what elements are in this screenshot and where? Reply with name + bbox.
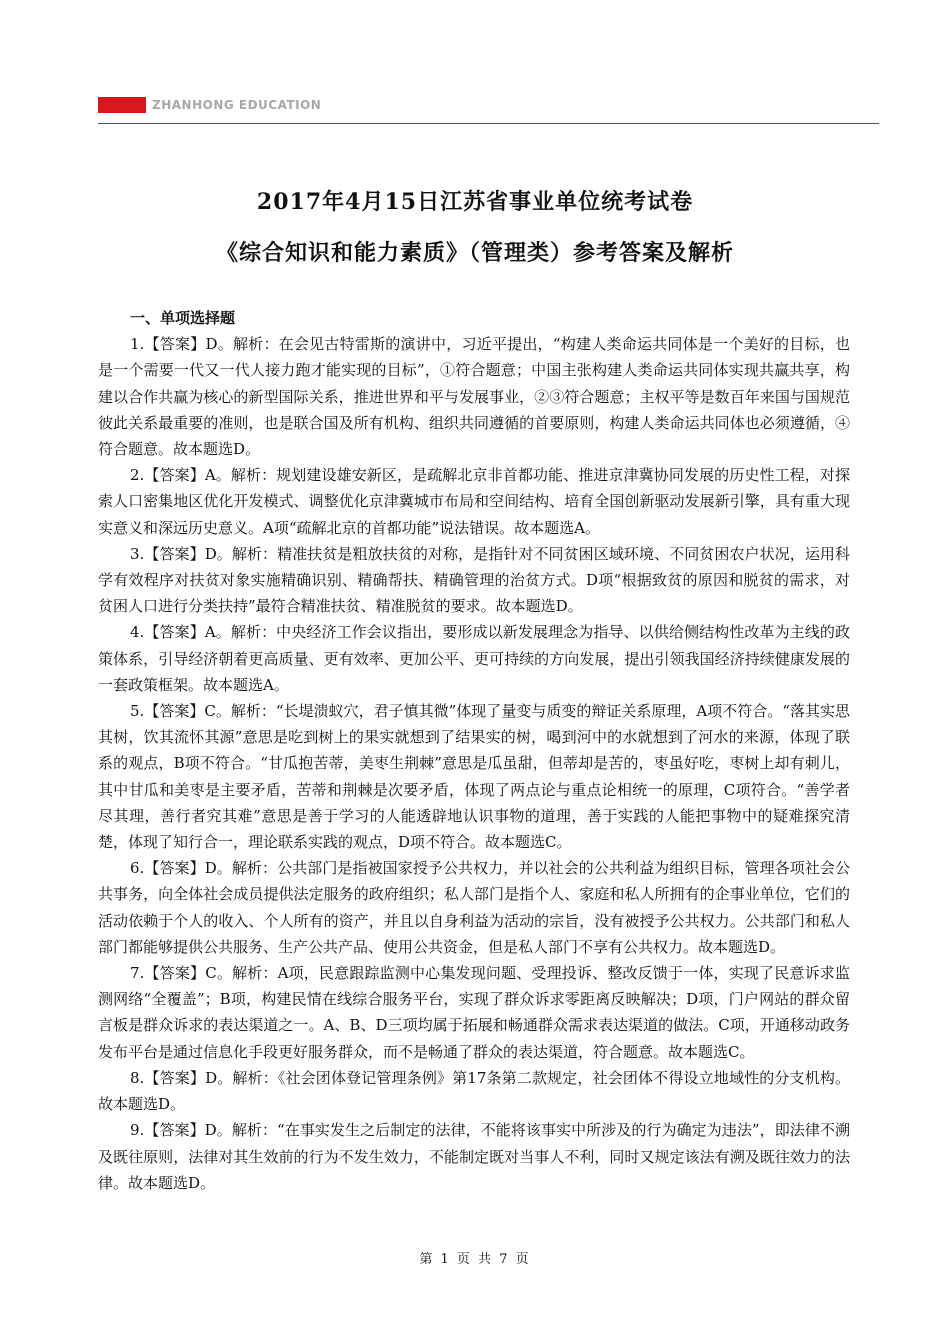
document-title-line2: 《综合知识和能力素质》（管理类）参考答案及解析 <box>215 240 734 266</box>
answer-item-7: 7.【答案】C。解析：A项，民意跟踪监测中心集发现问题、受理投诉、整改反馈于一体，实现了民意诉求监测网络“全覆盖”；B项，构建民情在线综合服务平台，实现了群众诉求零距离反映解决；D项，门户网站的群众留言板是群众诉求的表达渠道之一。A、B、D三项均属于拓展和畅通群众需求表达渠道的做法。C项，开通移动政务发布平台是通过信息化手段更好服务群众，而不是畅通了群众的表达渠道，符合题意。故本题选C。 <box>98 964 850 1061</box>
document-body <box>98 305 850 1196</box>
answer-item-8: 8.【答案】D。解析：《社会团体登记管理条例》第17条第二款规定，社会团体不得设立地域性的分支机构。故本题选D。 <box>98 1068 850 1114</box>
answer-item-4: 4.【答案】A。解析：中央经济工作会议指出，要形成以新发展理念为指导、以供给侧结构性改革为主线的政策体系，引导经济朝着更高质量、更有效率、更加公平、更可持续的方向发展，提出引领我国经济持续健康发展的一套政策框架。故本题选A。 <box>98 623 850 694</box>
page-number-footer: 第 1 页 共 7 页 <box>419 1252 531 1267</box>
document-title-line1: 2017年4月15日江苏省事业单位统考试卷 <box>256 189 694 215</box>
header-divider <box>98 123 879 124</box>
logo-red-block <box>98 97 146 113</box>
answer-item-1: 1.【答案】D。解析：在会见古特雷斯的演讲中，习近平提出，“构建人类命运共同体是一个美好的目标，也是一个需要一代又一代人接力跑才能实现的目标”，①符合题意；中国主张构建人类命运共同体实现共赢共享，构建以合作共赢为核心的新型国际关系，推进世界和平与发展事业，②③符合题意；主权平等是数百年来国与国规范彼此关系最重要的准则，也是联合国及所有机构、组织共同遵循的首要原则，构建人类命运共同体也必须遵循，④符合题意。故本题选D。 <box>98 335 850 459</box>
answer-item-2: 2.【答案】A。解析：规划建设雄安新区，是疏解北京非首都功能、推进京津冀协同发展的历史性工程，对探索人口密集地区优化开发模式、调整优化京津冀城市布局和空间结构、培育全国创新驱动发展新引擎，具有重大现实意义和深远历史意义。A项“疏解北京的首都功能”说法错误。故本题选A。 <box>98 466 850 537</box>
answer-item-6: 6.【答案】D。解析：公共部门是指被国家授予公共权力，并以社会的公共利益为组织目标，管理各项社会公共事务，向全体社会成员提供法定服务的政府组织；私人部门是指个人、家庭和私人所拥有的企事业单位，它们的活动依赖于个人的收入、个人所有的资产，并且以自身利益为活动的宗旨，没有被授予公共权力。公共部门和私人部门都能够提供公共服务、生产公共产品、使用公共资金，但是私人部门不享有公共权力。故本题选D。 <box>98 859 850 956</box>
section-heading: 一、单项选择题 <box>130 309 236 327</box>
answer-item-9: 9.【答案】D。解析：“在事实发生之后制定的法律，不能将该事实中所涉及的行为确定为违法”，即法律不溯及既往原则，法律对其生效前的行为不发生效力，不能制定既对当事人不利，同时又规定该法有溯及既往效力的法律。故本题选D。 <box>98 1121 850 1192</box>
answer-item-5: 5.【答案】C。解析：“长堤溃蚁穴，君子慎其微”体现了量变与质变的辩证关系原理，A项不符合。“落其实思其树，饮其流怀其源”意思是吃到树上的果实就想到了结果实的树，喝到河中的水就想到了河水的来源，体现了联系的观点，B项不符合。“甘瓜抱苦蒂，美枣生荆棘”意思是瓜虽甜，但蒂却是苦的，枣虽好吃，枣树上却有刺儿，其中甘瓜和美枣是主要矛盾，苦蒂和荆棘是次要矛盾，体现了两点论与重点论相统一的原理，C项符合。“善学者尽其理，善行者究其难”意思是善于学习的人能透辟地认识事物的道理，善于实践的人能把事物中的疑难探究清楚，体现了知行合一，理论联系实践的观点，D项不符合。故本题选C。 <box>98 702 850 852</box>
answer-item-3: 3.【答案】D。解析：精准扶贫是粗放扶贫的对称，是指针对不同贫困区域环境、不同贫困农户状况，运用科学有效程序对扶贫对象实施精确识别、精确帮扶、精确管理的治贫方式。D项“根据致贫的原因和脱贫的需求，对贫困人口进行分类扶持”最符合精准扶贫、精准脱贫的要求。故本题选D。 <box>98 544 850 616</box>
brand-logo-text: ZHANHONG EDUCATION <box>152 98 322 112</box>
brand-logo-mark <box>98 97 146 113</box>
